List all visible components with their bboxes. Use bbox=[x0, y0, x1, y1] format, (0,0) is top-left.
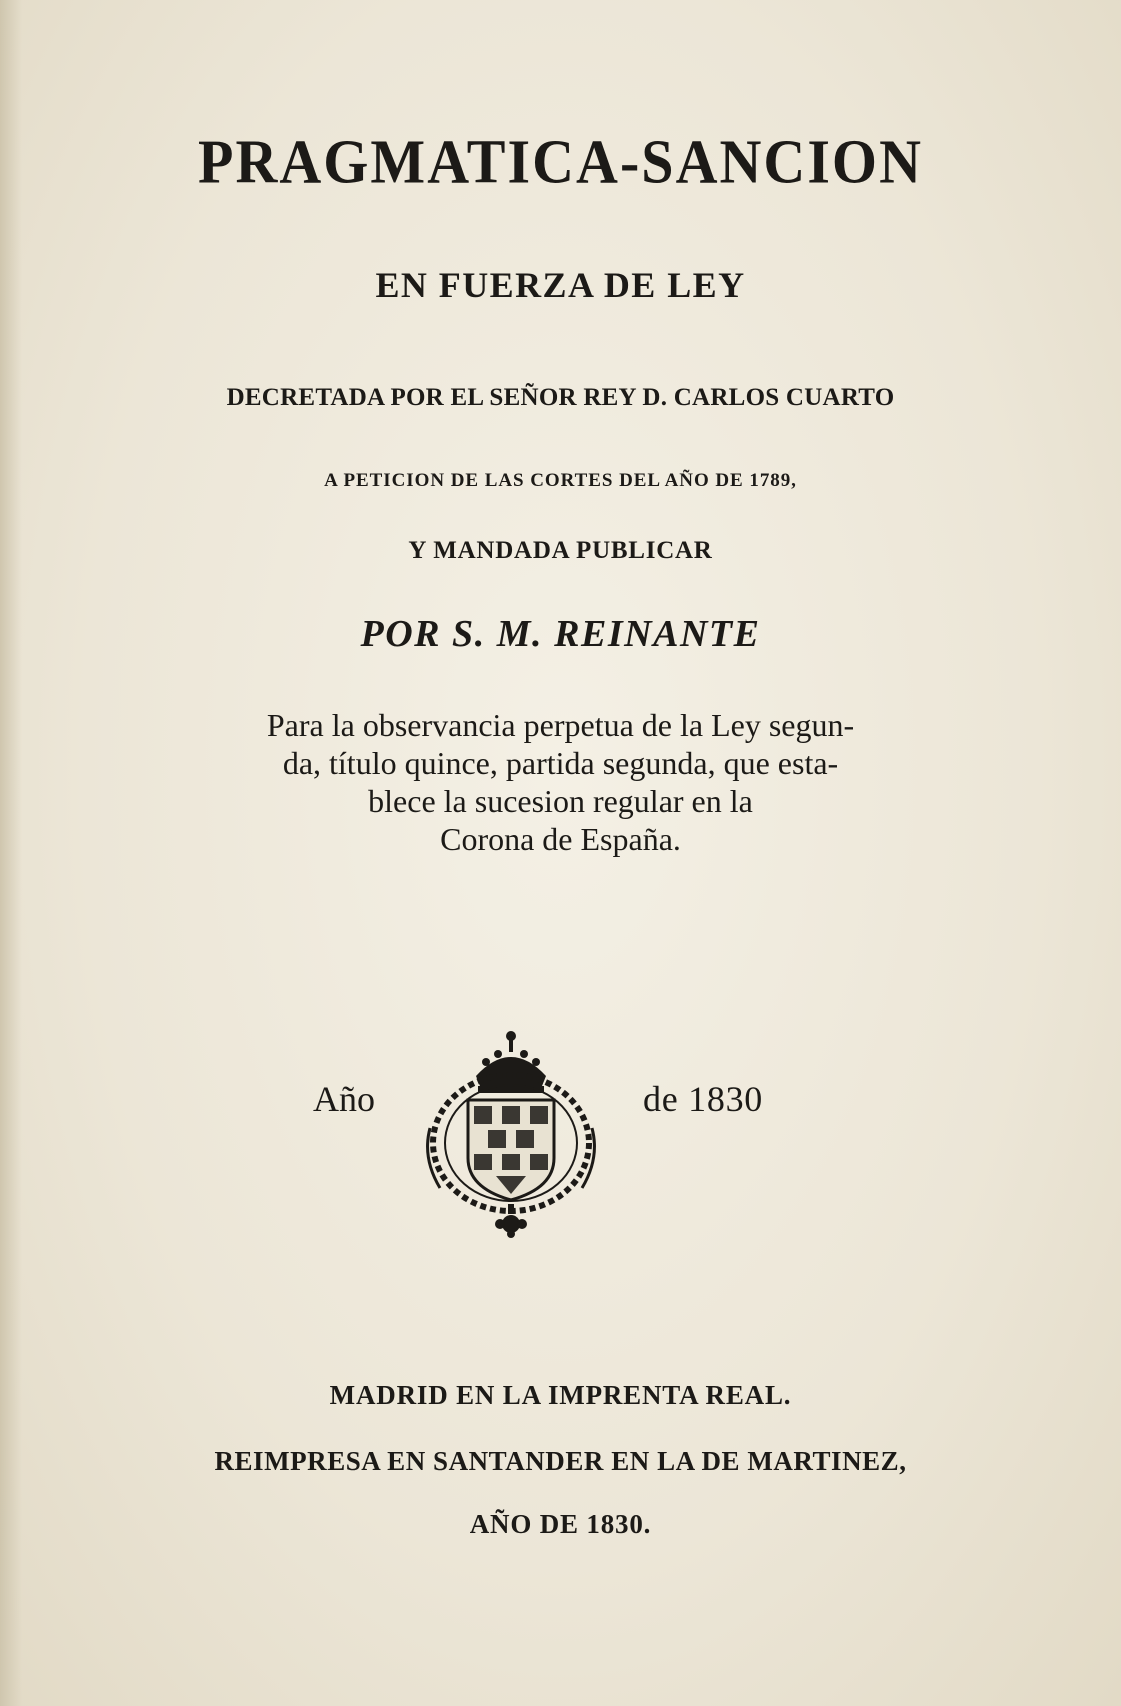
document-title: PRAGMATICA-SANCION bbox=[197, 126, 923, 197]
royal-coat-of-arms-icon bbox=[416, 1018, 606, 1238]
purpose-line: Para la observancia perpetua de la Ley segun- bbox=[266, 707, 855, 743]
decree-line: DECRETADA POR EL SEÑOR REY D. CARLOS CUARTO bbox=[226, 384, 895, 411]
purpose-line: da, título quince, partida segunda, que esta- bbox=[282, 745, 839, 781]
majesty-line: POR S. M. REINANTE bbox=[360, 613, 761, 655]
purpose-line: Corona de España. bbox=[440, 821, 681, 857]
publication-line: Y MANDADA PUBLICAR bbox=[408, 537, 713, 564]
purpose-paragraph bbox=[100, 706, 1021, 858]
purpose-line: blece la sucesion regular en la bbox=[368, 783, 753, 819]
year-label: Año bbox=[313, 1079, 375, 1119]
document-subtitle: EN FUERZA DE LEY bbox=[375, 265, 746, 305]
petition-line: A PETICION DE LAS CORTES DEL AÑO DE 1789, bbox=[324, 470, 797, 491]
imprint-line-3: AÑO DE 1830. bbox=[469, 1509, 652, 1539]
year-value: de 1830 bbox=[643, 1079, 764, 1119]
year-row bbox=[0, 1018, 1121, 1238]
imprint-line-2: REIMPRESA EN SANTANDER EN LA DE MARTINEZ, bbox=[214, 1446, 907, 1476]
imprint-line-1: MADRID EN LA IMPRENTA REAL. bbox=[329, 1380, 792, 1410]
